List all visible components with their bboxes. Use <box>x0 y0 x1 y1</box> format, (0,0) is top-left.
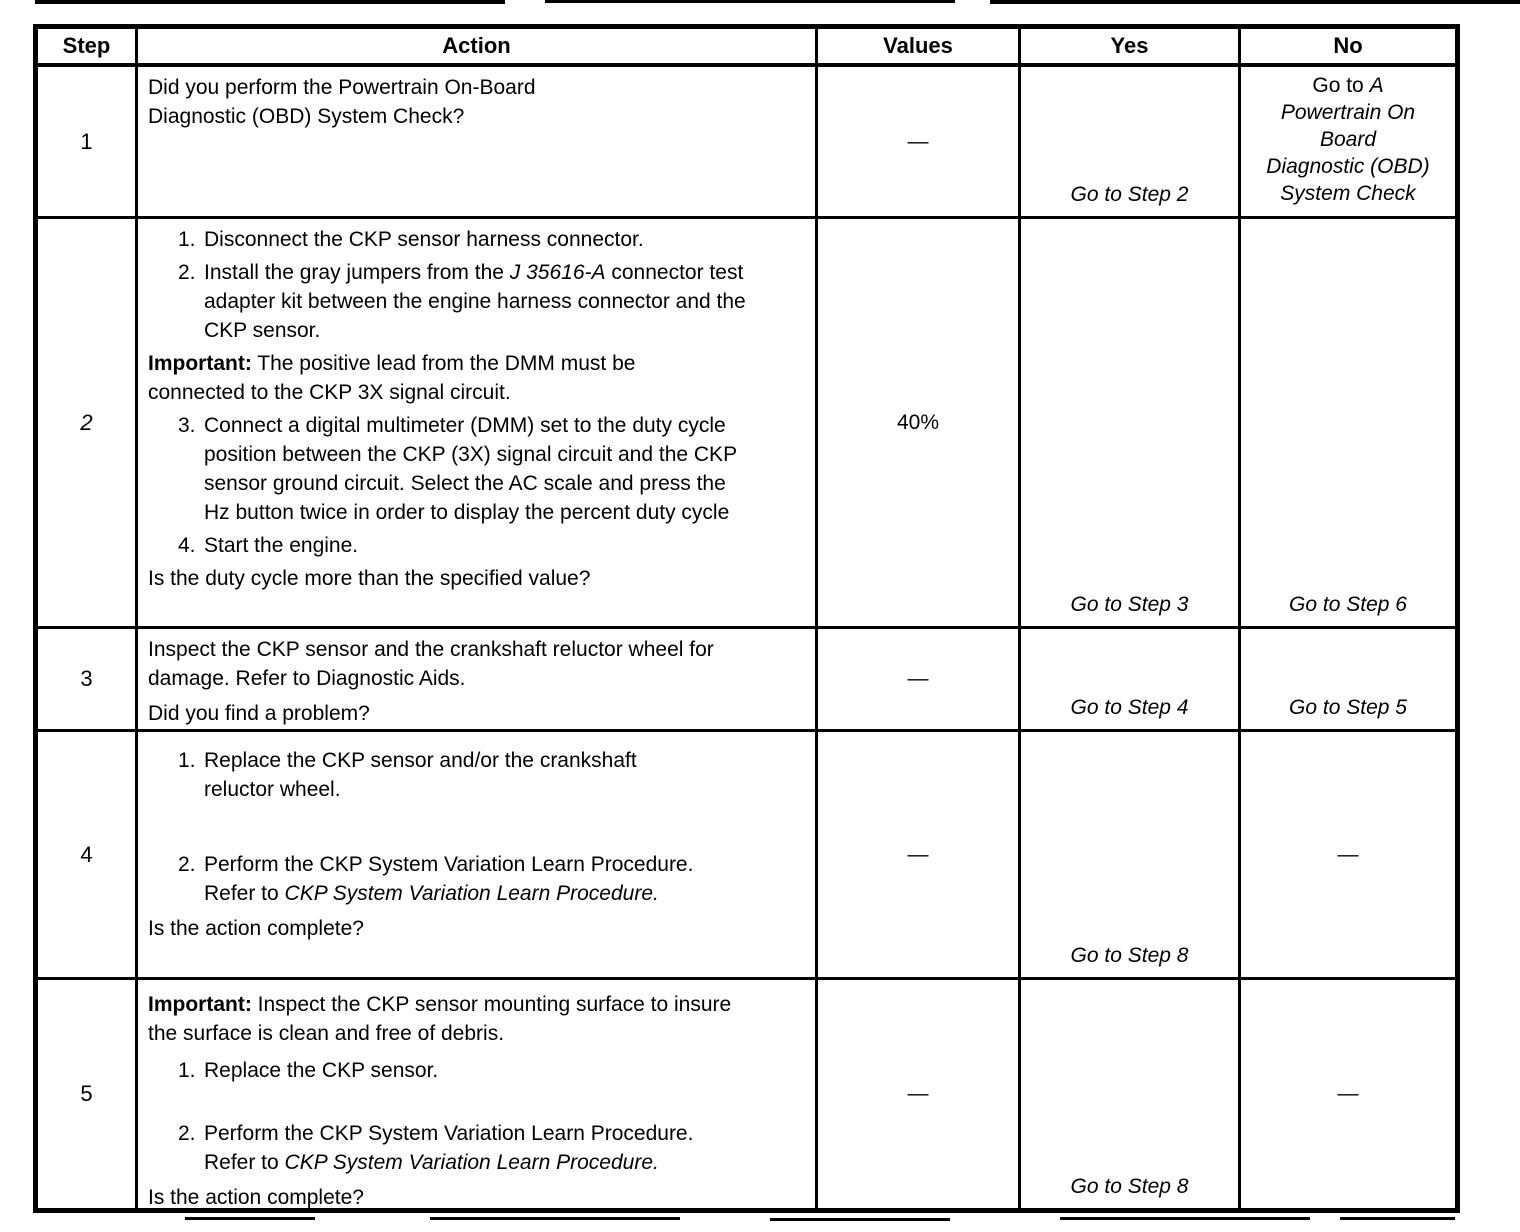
procedure-reference: CKP System Variation Learn Procedure. <box>284 1151 659 1174</box>
no-reference-line: System Check <box>1280 182 1416 205</box>
yes-cell <box>1021 629 1241 732</box>
no-cell <box>1241 219 1455 629</box>
no-reference-line <box>1266 72 1429 99</box>
list-item <box>178 258 807 345</box>
important-note <box>148 990 748 1048</box>
list-item-text: Replace the CKP sensor. <box>204 1059 439 1082</box>
list-item-number: 4. <box>178 534 196 557</box>
step-cell <box>38 980 138 1208</box>
step-number: 4 <box>80 841 93 867</box>
no-cell <box>1241 732 1455 980</box>
no-reference-line: Powertrain On <box>1280 101 1416 124</box>
step-number: 2 <box>80 409 93 435</box>
values-text: — <box>907 667 929 690</box>
scan-artifact-top <box>545 0 955 3</box>
no-prefix: Go to <box>1312 74 1370 97</box>
list-item-number: 2. <box>178 1122 196 1145</box>
yes-text: Go to Step 3 <box>1070 593 1189 616</box>
header-values <box>818 29 1021 67</box>
list-item <box>178 225 807 254</box>
no-text: Go to Step 5 <box>1289 696 1407 719</box>
important-text: The positive lead from the DMM must be connected to the CKP 3X signal circuit. <box>148 352 636 404</box>
values-text: — <box>907 129 929 153</box>
list-item-text: Disconnect the CKP sensor harness connector. <box>204 228 644 251</box>
values-cell <box>818 629 1021 732</box>
action-question: Is the action complete? <box>148 917 364 940</box>
important-label: Important: <box>148 993 252 1016</box>
no-reference-line: Board <box>1319 128 1377 151</box>
action-question: Is the action complete? <box>148 1186 364 1208</box>
action-cell <box>138 67 818 219</box>
procedure-reference: CKP System Variation Learn Procedure. <box>284 882 659 905</box>
scan-artifact-top <box>990 0 1520 4</box>
header-yes <box>1021 29 1241 67</box>
action-question: Is the duty cycle more than the specified value? <box>148 567 591 590</box>
header-no-label: No <box>1333 33 1363 58</box>
no-cell <box>1241 67 1455 219</box>
list-item-text <box>204 850 724 908</box>
list-item-text-part: Perform the CKP System Variation Learn Procedure. Refer to <box>204 853 694 905</box>
important-note <box>148 349 693 407</box>
list-item <box>178 850 807 908</box>
header-yes-label: Yes <box>1110 33 1149 58</box>
no-text: Go to Step 6 <box>1289 593 1407 616</box>
scan-artifact-bottom <box>770 1218 950 1221</box>
list-item-text: Start the engine. <box>204 534 359 557</box>
header-action-label: Action <box>442 33 511 58</box>
list-item-number: 2. <box>178 853 196 876</box>
header-values-label: Values <box>883 33 953 58</box>
list-item-number: 1. <box>178 228 196 251</box>
scan-artifact-top <box>35 0 505 4</box>
list-item <box>178 1056 807 1085</box>
action-cell <box>138 732 818 980</box>
step-number: 3 <box>80 666 93 691</box>
action-question: Did you find a problem? <box>148 702 370 725</box>
values-text: — <box>907 842 929 866</box>
scan-artifact-bottom <box>430 1217 680 1220</box>
values-cell <box>818 219 1021 629</box>
list-item-number: 1. <box>178 749 196 772</box>
action-cell <box>138 980 818 1208</box>
action-text: Inspect the CKP sensor and the crankshaft reluctor wheel for damage. Refer to Diagnostic Aids. <box>148 638 714 690</box>
list-item-number: 1. <box>178 1059 196 1082</box>
step-number: 5 <box>80 1081 93 1106</box>
yes-cell <box>1021 219 1241 629</box>
values-text: 40% <box>896 410 940 434</box>
list-item-number: 2. <box>178 261 196 284</box>
no-text: — <box>1337 1082 1359 1105</box>
list-item-text <box>204 258 774 345</box>
list-item <box>178 531 807 560</box>
list-item <box>178 411 807 527</box>
list-item-text: Replace the CKP sensor and/or the crankshaft reluctor wheel. <box>204 749 637 801</box>
important-label: Important: <box>148 352 252 375</box>
yes-text: Go to Step 8 <box>1070 944 1189 967</box>
yes-text: Go to Step 4 <box>1070 696 1189 719</box>
yes-text: Go to Step 2 <box>1070 183 1189 206</box>
no-cell <box>1241 629 1455 732</box>
scan-artifact-bottom <box>1060 1217 1310 1220</box>
diagnostic-table <box>33 24 1460 1213</box>
list-item-text-part: Install the gray jumpers from the <box>204 261 510 284</box>
action-cell <box>138 219 818 629</box>
action-cell <box>138 629 818 732</box>
list-item <box>178 1119 807 1177</box>
no-text: — <box>1337 842 1359 866</box>
header-action <box>138 29 818 67</box>
no-reference-line: Diagnostic (OBD) <box>1266 155 1430 178</box>
scan-artifact-bottom <box>185 1217 315 1220</box>
yes-cell <box>1021 980 1241 1208</box>
important-text: Inspect the CKP sensor mounting surface to insure the surface is clean and free of debris. <box>148 993 732 1045</box>
yes-text: Go to Step 8 <box>1070 1175 1189 1198</box>
list-item-text: Connect a digital multimeter (DMM) set to the duty cycle position between the CKP (3X) signal circuit and the CKP sensor ground circuit. Select the AC scale and press the Hz button twice in order to display the percent duty cycle <box>204 414 737 524</box>
values-cell <box>818 732 1021 980</box>
header-no <box>1241 29 1455 67</box>
step-cell <box>38 219 138 629</box>
list-item-number: 3. <box>178 414 196 437</box>
list-item-text-part: connector test adapter kit between the engine harness connector and the CKP sensor. <box>204 261 746 342</box>
yes-cell <box>1021 67 1241 219</box>
values-cell <box>818 67 1021 219</box>
list-item-text <box>204 1119 724 1177</box>
scan-artifact-bottom <box>1340 1217 1455 1220</box>
values-cell <box>818 980 1021 1208</box>
step-number: 1 <box>80 128 93 154</box>
no-ref-part: A <box>1369 74 1384 97</box>
list-item-text-part: Perform the CKP System Variation Learn Procedure. Refer to <box>204 1122 694 1174</box>
header-step <box>38 29 138 67</box>
step-cell <box>38 629 138 732</box>
yes-cell <box>1021 732 1241 980</box>
step-cell <box>38 67 138 219</box>
header-step-label: Step <box>62 33 111 58</box>
action-question: Did you perform the Powertrain On-Board Diagnostic (OBD) System Check? <box>148 76 536 128</box>
list-item <box>178 746 807 804</box>
step-cell <box>38 732 138 980</box>
values-text: — <box>907 1082 929 1105</box>
no-cell <box>1241 980 1455 1208</box>
no-reference <box>1266 72 1429 207</box>
tool-reference: J 35616-A <box>509 261 606 284</box>
